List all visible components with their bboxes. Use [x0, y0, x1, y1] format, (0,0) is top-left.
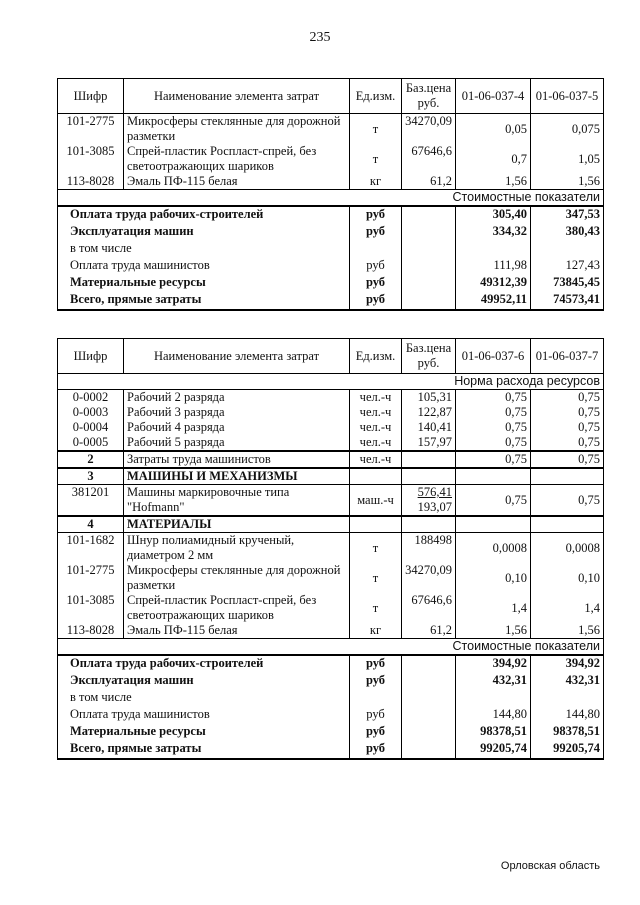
row-name: Рабочий 4 разряда	[124, 420, 350, 435]
summary-value-b: 347,53	[531, 206, 604, 224]
summary-unit: руб	[350, 275, 402, 292]
row-code: 113-8028	[58, 623, 124, 639]
header-col-a: 01-06-037-6	[456, 339, 531, 374]
row-value-b: 0,75	[531, 485, 604, 517]
header-col-b: 01-06-037-5	[531, 79, 604, 114]
summary-label: Материальные ресурсы	[58, 275, 350, 292]
row-unit: чел.-ч	[350, 390, 402, 406]
summary-unit	[350, 241, 402, 258]
table-row	[58, 390, 604, 406]
summary-value-a: 305,40	[456, 206, 531, 224]
row-value-b: 0,10	[531, 563, 604, 593]
row-code: 101-2775	[58, 563, 124, 593]
row-code: 2	[58, 451, 124, 468]
row-unit: чел.-ч	[350, 420, 402, 435]
empty-cell	[402, 673, 456, 690]
row-code: 0-0003	[58, 405, 124, 420]
empty-cell	[402, 741, 456, 759]
section-title: МАШИНЫ И МЕХАНИЗМЫ	[124, 468, 350, 485]
row-name: Спрей-пластик Роспласт-спрей, без светоотражающих шариков	[124, 593, 350, 623]
header-col-b: 01-06-037-7	[531, 339, 604, 374]
summary-value-a: 334,32	[456, 224, 531, 241]
summary-label: Материальные ресурсы	[58, 724, 350, 741]
row-value-a: 0,0008	[456, 533, 531, 564]
row-price: 67646,6	[402, 144, 456, 174]
summary-value-b	[531, 241, 604, 258]
row-value-b: 1,56	[531, 174, 604, 190]
table-row	[58, 420, 604, 435]
table-row	[58, 563, 604, 593]
summary-value-b: 99205,74	[531, 741, 604, 759]
row-price	[402, 485, 456, 517]
summary-label: Эксплуатация машин	[58, 673, 350, 690]
row-unit: т	[350, 114, 402, 145]
row-price: 140,41	[402, 420, 456, 435]
cost-table-2	[57, 338, 604, 760]
summary-row	[58, 241, 604, 258]
row-unit: кг	[350, 623, 402, 639]
summary-unit: руб	[350, 206, 402, 224]
summary-row	[58, 741, 604, 759]
summary-value-a	[456, 241, 531, 258]
table-row	[58, 114, 604, 145]
summary-value-b: 432,31	[531, 673, 604, 690]
summary-unit: руб	[350, 673, 402, 690]
row-value-a: 1,56	[456, 623, 531, 639]
summary-unit: руб	[350, 741, 402, 759]
cost-table-1	[57, 78, 604, 311]
summary-label: Оплата труда рабочих-строителей	[58, 655, 350, 673]
row-value-b: 1,56	[531, 623, 604, 639]
row-value-b: 1,4	[531, 593, 604, 623]
summary-label: Эксплуатация машин	[58, 224, 350, 241]
summary-value-a: 98378,51	[456, 724, 531, 741]
row-value-a: 0,75	[456, 435, 531, 451]
header-unit: Ед.изм.	[350, 79, 402, 114]
table-header-row	[58, 339, 604, 374]
summary-value-a	[456, 690, 531, 707]
row-unit: маш.-ч	[350, 485, 402, 517]
row-value-b: 0,75	[531, 420, 604, 435]
row-value-a: 0,75	[456, 420, 531, 435]
row-code: 101-3085	[58, 144, 124, 174]
note-row	[58, 639, 604, 656]
row-name: Спрей-пластик Роспласт-спрей, без светоотражающих шариков	[124, 144, 350, 174]
empty-cell	[350, 468, 402, 485]
note-row	[58, 190, 604, 207]
row-price: 34270,09	[402, 114, 456, 145]
summary-value-b: 98378,51	[531, 724, 604, 741]
empty-cell	[402, 292, 456, 310]
row-unit: т	[350, 563, 402, 593]
note-text: Стоимостные показатели	[58, 190, 604, 207]
row-code: 381201	[58, 485, 124, 517]
empty-cell	[402, 516, 456, 533]
summary-value-b: 144,80	[531, 707, 604, 724]
summary-value-a: 49952,11	[456, 292, 531, 310]
row-value-b: 0,75	[531, 405, 604, 420]
row-price: 67646,6	[402, 593, 456, 623]
empty-cell	[402, 707, 456, 724]
summary-row	[58, 690, 604, 707]
row-unit: чел.-ч	[350, 405, 402, 420]
summary-unit: руб	[350, 655, 402, 673]
row-code: 101-3085	[58, 593, 124, 623]
row-value-b: 0,0008	[531, 533, 604, 564]
row-value-b: 0,75	[531, 435, 604, 451]
summary-label: Оплата труда машинистов	[58, 707, 350, 724]
summary-row	[58, 206, 604, 224]
row-price: 61,2	[402, 174, 456, 190]
summary-unit: руб	[350, 707, 402, 724]
section-row-materials	[58, 516, 604, 533]
summary-value-a: 99205,74	[456, 741, 531, 759]
row-unit: кг	[350, 174, 402, 190]
table-row	[58, 435, 604, 451]
empty-cell	[402, 224, 456, 241]
empty-cell	[531, 516, 604, 533]
row-value-a: 0,05	[456, 114, 531, 145]
header-code: Шифр	[58, 339, 124, 374]
row-unit: т	[350, 144, 402, 174]
summary-unit: руб	[350, 224, 402, 241]
table-row	[58, 405, 604, 420]
empty-cell	[402, 258, 456, 275]
row-price: 188498	[402, 533, 456, 564]
summary-value-a: 111,98	[456, 258, 531, 275]
table-row	[58, 144, 604, 174]
row-name: Рабочий 3 разряда	[124, 405, 350, 420]
empty-cell	[456, 468, 531, 485]
row-unit: т	[350, 593, 402, 623]
summary-value-a: 394,92	[456, 655, 531, 673]
summary-row	[58, 275, 604, 292]
price-top: 576,41	[417, 485, 452, 499]
row-price: 105,31	[402, 390, 456, 406]
header-name: Наименование элемента затрат	[124, 339, 350, 374]
summary-row	[58, 707, 604, 724]
header-code: Шифр	[58, 79, 124, 114]
summary-value-a: 49312,39	[456, 275, 531, 292]
row-value-b: 0,75	[531, 451, 604, 468]
summary-value-b: 73845,45	[531, 275, 604, 292]
row-value-a: 0,75	[456, 485, 531, 517]
row-name: Эмаль ПФ-115 белая	[124, 623, 350, 639]
summary-value-b: 127,43	[531, 258, 604, 275]
header-price: Баз.цена руб.	[402, 339, 456, 374]
section-code: 4	[58, 516, 124, 533]
empty-cell	[402, 275, 456, 292]
row-code: 0-0005	[58, 435, 124, 451]
empty-cell	[402, 241, 456, 258]
section-code: 3	[58, 468, 124, 485]
section-row-machines	[58, 468, 604, 485]
row-name: Микросферы стеклянные для дорожной разметки	[124, 563, 350, 593]
row-name: Машины маркировочные типа "Hofmann"	[124, 485, 350, 517]
row-price	[402, 451, 456, 468]
row-price: 122,87	[402, 405, 456, 420]
row-name: Эмаль ПФ-115 белая	[124, 174, 350, 190]
machine-row	[58, 485, 604, 517]
row-value-a: 0,75	[456, 451, 531, 468]
row-price: 61,2	[402, 623, 456, 639]
header-price: Баз.цена руб.	[402, 79, 456, 114]
row-code: 101-2775	[58, 114, 124, 145]
row-price: 34270,09	[402, 563, 456, 593]
summary-label: Оплата труда рабочих-строителей	[58, 206, 350, 224]
summary-unit: руб	[350, 292, 402, 310]
table-row	[58, 593, 604, 623]
note-text: Стоимостные показатели	[58, 639, 604, 656]
summary-row	[58, 673, 604, 690]
row-unit: чел.-ч	[350, 435, 402, 451]
section-title: МАТЕРИАЛЫ	[124, 516, 350, 533]
row-code: 0-0004	[58, 420, 124, 435]
table-header-row	[58, 79, 604, 114]
row-code: 113-8028	[58, 174, 124, 190]
row-name: Рабочий 2 разряда	[124, 390, 350, 406]
row-code: 0-0002	[58, 390, 124, 406]
header-name: Наименование элемента затрат	[124, 79, 350, 114]
summary-value-b: 394,92	[531, 655, 604, 673]
summary-value-b: 380,43	[531, 224, 604, 241]
row-value-a: 0,10	[456, 563, 531, 593]
row-price: 157,97	[402, 435, 456, 451]
empty-cell	[402, 690, 456, 707]
empty-cell	[350, 516, 402, 533]
row-value-a: 0,75	[456, 405, 531, 420]
summary-row	[58, 655, 604, 673]
machinist-labor-row	[58, 451, 604, 468]
row-value-b: 1,05	[531, 144, 604, 174]
summary-unit: руб	[350, 258, 402, 275]
row-value-b: 0,75	[531, 390, 604, 406]
price-bottom: 193,07	[417, 500, 452, 514]
row-value-a: 1,56	[456, 174, 531, 190]
table-row	[58, 174, 604, 190]
row-unit: чел.-ч	[350, 451, 402, 468]
empty-cell	[402, 206, 456, 224]
empty-cell	[531, 468, 604, 485]
summary-label: Всего, прямые затраты	[58, 292, 350, 310]
header-col-a: 01-06-037-4	[456, 79, 531, 114]
page-number: 235	[309, 30, 331, 45]
row-value-a: 0,7	[456, 144, 531, 174]
empty-cell	[456, 516, 531, 533]
summary-unit: руб	[350, 724, 402, 741]
norm-note-row	[58, 374, 604, 390]
empty-cell	[402, 468, 456, 485]
summary-value-a: 144,80	[456, 707, 531, 724]
summary-unit	[350, 690, 402, 707]
summary-row	[58, 292, 604, 310]
row-name: Шнур полиамидный крученый, диаметром 2 мм	[124, 533, 350, 564]
summary-row	[58, 724, 604, 741]
summary-row	[58, 258, 604, 275]
summary-label: в том числе	[58, 690, 350, 707]
row-name: Затраты труда машинистов	[124, 451, 350, 468]
row-value-a: 1,4	[456, 593, 531, 623]
table-row	[58, 623, 604, 639]
table-row	[58, 533, 604, 564]
summary-value-a: 432,31	[456, 673, 531, 690]
row-value-b: 0,075	[531, 114, 604, 145]
footer-region: Орловская область	[500, 860, 600, 872]
empty-cell	[402, 724, 456, 741]
row-value-a: 0,75	[456, 390, 531, 406]
summary-label: Всего, прямые затраты	[58, 741, 350, 759]
row-unit: т	[350, 533, 402, 564]
summary-row	[58, 224, 604, 241]
empty-cell	[402, 655, 456, 673]
summary-label: в том числе	[58, 241, 350, 258]
row-name: Рабочий 5 разряда	[124, 435, 350, 451]
summary-value-b	[531, 690, 604, 707]
summary-value-b: 74573,41	[531, 292, 604, 310]
row-name: Микросферы стеклянные для дорожной разметки	[124, 114, 350, 145]
row-code: 101-1682	[58, 533, 124, 564]
summary-label: Оплата труда машинистов	[58, 258, 350, 275]
header-unit: Ед.изм.	[350, 339, 402, 374]
norm-note-text: Норма расхода ресурсов	[58, 374, 604, 390]
